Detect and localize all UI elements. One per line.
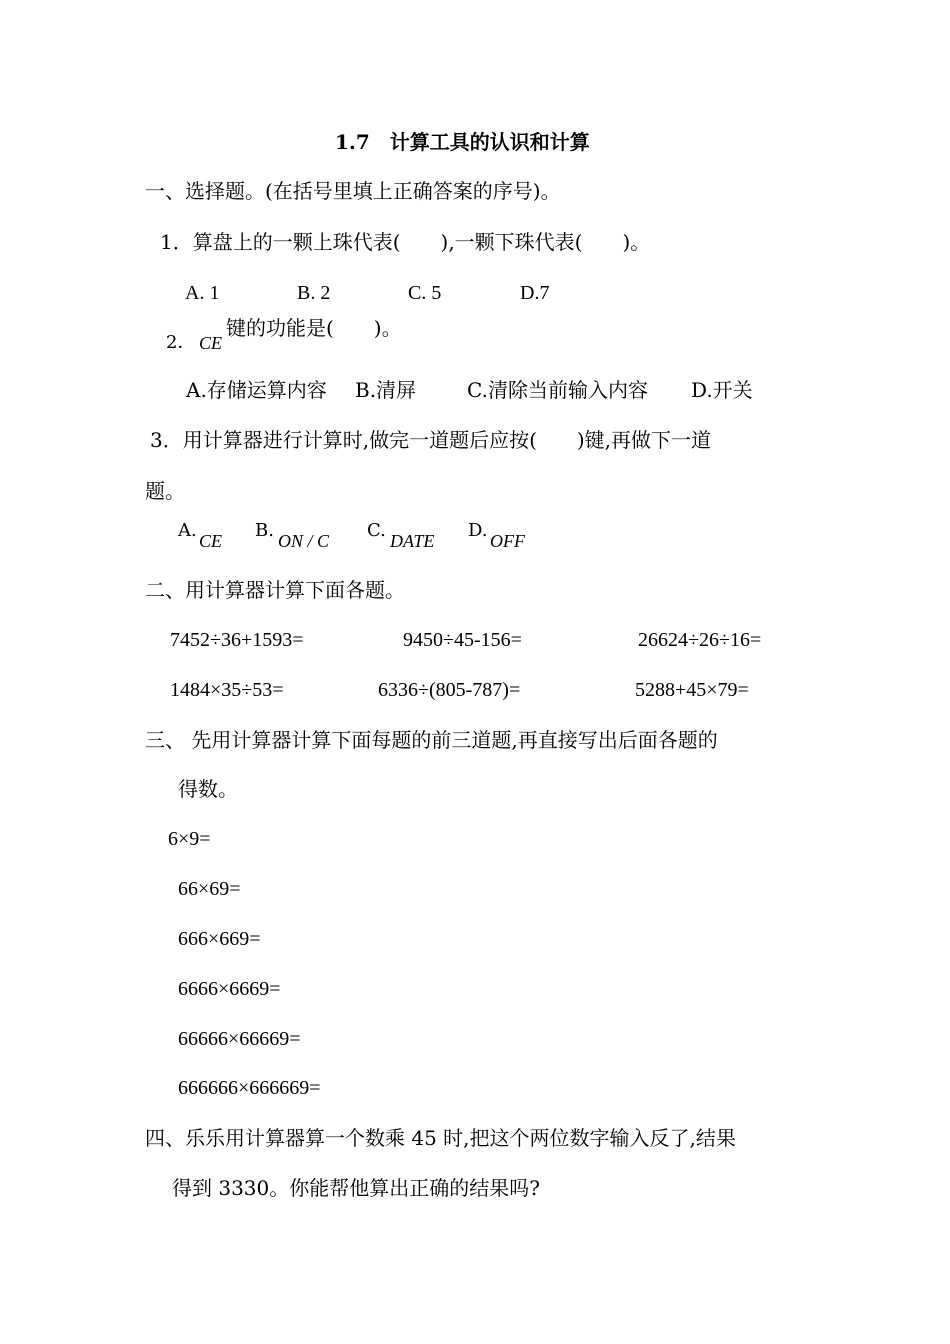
pattern-item-2: 66×69= — [178, 878, 241, 900]
question-2-number: 2． — [166, 332, 196, 353]
section-1-heading: 一、选择题。(在括号里填上正确答案的序号)。 — [145, 179, 561, 203]
question-2-text: 键的功能是( )。 — [226, 316, 402, 340]
calc-1-2: 9450÷45-156= — [403, 629, 522, 651]
q3-option-b-label: B. — [255, 520, 274, 541]
q2-option-a: A.存储运算内容 — [186, 378, 327, 402]
ce-key-label: CE — [199, 333, 223, 353]
q1-option-c: C. 5 — [408, 282, 442, 304]
q3-option-c-label: C. — [367, 520, 386, 541]
q3-option-a-key: CE — [199, 531, 223, 551]
section-3-heading-cont: 得数。 — [178, 777, 238, 801]
question-3-line-2: 题。 — [145, 479, 185, 503]
pattern-item-3: 666×669= — [178, 928, 261, 950]
q1-option-a: A. 1 — [185, 282, 220, 304]
section-4-line-1: 四、乐乐用计算器算一个数乘 45 时,把这个两位数字输入反了,结果 — [145, 1126, 736, 1150]
pattern-item-5: 66666×66669= — [178, 1028, 301, 1050]
pattern-item-4: 6666×6669= — [178, 978, 281, 1000]
calc-1-1: 7452÷36+1593= — [170, 629, 304, 651]
question-3-line-1: 3．用计算器进行计算时,做完一道题后应按( )键,再做下一道 — [150, 428, 712, 452]
section-4-line-2: 得到 3330。你能帮他算出正确的结果吗? — [172, 1176, 540, 1200]
q1-option-b: B. 2 — [297, 282, 331, 304]
calc-2-3: 5288+45×79= — [635, 679, 749, 701]
q1-option-d: D.7 — [520, 282, 550, 304]
q2-option-d: D.开关 — [691, 378, 753, 402]
q3-option-c-key: DATE — [390, 531, 435, 551]
pattern-item-6: 666666×666669= — [178, 1077, 321, 1099]
q2-option-c: C.清除当前输入内容 — [467, 378, 648, 402]
section-2-heading: 二、用计算器计算下面各题。 — [145, 578, 405, 602]
q3-option-b-key: ON / C — [278, 531, 330, 551]
question-1-text: 1．算盘上的一颗上珠代表( ),一颗下珠代表( )。 — [160, 230, 651, 254]
calc-2-2: 6336÷(805-787)= — [378, 679, 521, 701]
calc-2-1: 1484×35÷53= — [170, 679, 284, 701]
q3-option-d-label: D. — [468, 520, 488, 541]
section-3-heading: 三、 先用计算器计算下面每题的前三道题,再直接写出后面各题的 — [145, 728, 718, 752]
q2-option-b: B.清屏 — [355, 378, 417, 402]
page-title: 1.7 计算工具的认识和计算 — [335, 130, 590, 154]
pattern-item-1: 6×9= — [168, 828, 211, 850]
calc-1-3: 26624÷26÷16= — [638, 629, 762, 651]
q3-option-a-label: A. — [178, 520, 197, 541]
q3-option-d-key: OFF — [490, 531, 525, 551]
